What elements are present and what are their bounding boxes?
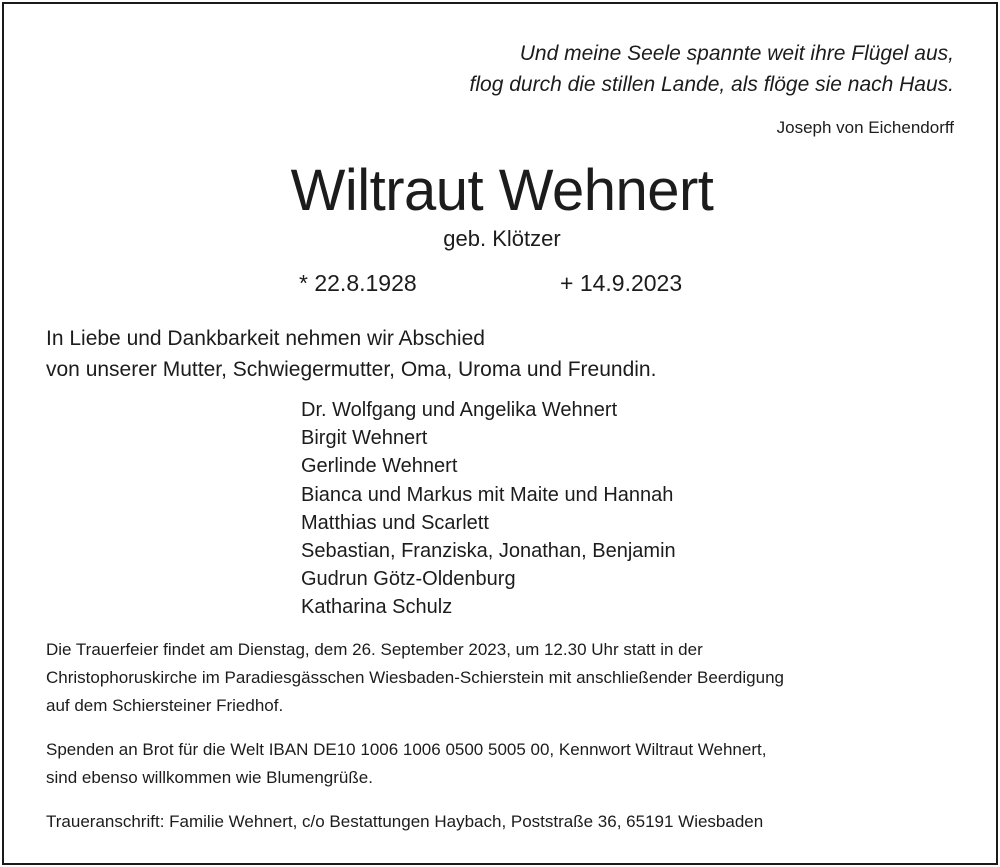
poem-quote (254, 38, 954, 100)
donations-info (46, 736, 766, 792)
deceased-name: Wiltraut Wehnert (290, 158, 714, 223)
funeral-line: auf dem Schiersteiner Friedhof. (46, 696, 284, 715)
mourner-item: Gerlinde Wehnert (301, 455, 458, 478)
obituary-notice (2, 2, 998, 865)
mourner-item: Dr. Wolfgang und Angelika Wehnert (301, 399, 618, 421)
mourner-item: Sebastian, Franziska, Jonathan, Benjamin (301, 540, 676, 563)
mourner-item: Matthias und Scarlett (301, 511, 489, 534)
mourner-item: Gudrun Götz-Oldenburg (301, 568, 516, 591)
birth-date: * 22.8.1928 (299, 270, 417, 296)
death-date: + 14.9.2023 (560, 270, 683, 296)
mourner-item: Bianca und Markus mit Maite und Hannah (301, 483, 674, 506)
funeral-line: Die Trauerfeier findet am Dienstag, dem 26. September 2023, um 12.30 Uhr statt in der (46, 640, 703, 659)
farewell-text (46, 323, 656, 385)
maiden-name: geb. Klötzer (443, 226, 561, 251)
mourning-address: Traueranschrift: Familie Wehnert, c/o Bestattungen Haybach, Poststraße 36, 65191 Wiesbaden (46, 812, 764, 831)
poem-line: Und meine Seele spannte weit ihre Flügel aus, (519, 42, 954, 65)
mourner-item: Birgit Wehnert (301, 427, 428, 450)
donations-line: Spenden an Brot für die Welt IBAN DE10 1006 1006 0500 5005 00, Kennwort Wiltraut Wehnert, (46, 740, 767, 759)
farewell-line: von unserer Mutter, Schwiegermutter, Oma, Uroma und Freundin. (46, 358, 657, 381)
farewell-line: In Liebe und Dankbarkeit nehmen wir Abschied (46, 327, 485, 350)
donations-line: sind ebenso willkommen wie Blumengrüße. (46, 768, 373, 787)
funeral-line: Christophoruskirche im Paradiesgässchen Wiesbaden-Schierstein mit anschließender Beerdigung (46, 668, 784, 687)
funeral-info (46, 636, 784, 720)
poem-author: Joseph von Eichendorff (776, 118, 954, 137)
poem-line: flog durch die stillen Lande, als flöge sie nach Haus. (469, 73, 954, 96)
mourner-item: Katharina Schulz (301, 596, 453, 619)
mourners-list (301, 396, 676, 622)
